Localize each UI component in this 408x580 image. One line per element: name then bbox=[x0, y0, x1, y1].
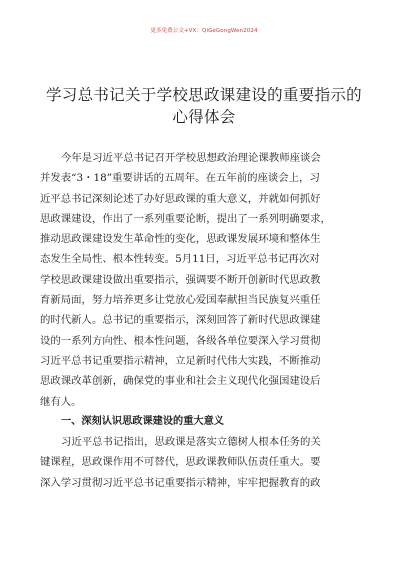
paragraph-line: 近平总书记深刻论述了办好思政课的重大意义，并就如何抓好 bbox=[40, 192, 321, 205]
paragraph-2 bbox=[40, 432, 374, 493]
title-line-1: 学习总书记关于学校思政课建设的重要指示的 bbox=[45, 86, 362, 104]
document-title bbox=[40, 84, 368, 128]
paragraph-line: 并发表“3・18”重要讲话的五周年。在五年前的座谈会上，习 bbox=[40, 172, 320, 185]
document-body bbox=[40, 148, 374, 493]
paragraph-line: 键课程，思政课作用不可替代，思政课教师队伍责任重大。要 bbox=[40, 456, 321, 469]
watermark-text: 更多免费公文+VX：QiGeGongWen2024 bbox=[150, 28, 258, 34]
paragraph-line: 学校思政课建设做出重要指示，强调要不断开创新时代思政教 bbox=[40, 273, 321, 286]
paragraph-line: 继有人。 bbox=[40, 395, 82, 408]
paragraph-line: 推动思政课建设发生革命性的变化，思政课发展环境和整体生 bbox=[40, 233, 321, 246]
paragraph-1 bbox=[40, 148, 374, 412]
paragraph-line: 的时代新人。总书记的重要指示，深刻回答了新时代思政课建 bbox=[40, 314, 321, 327]
paragraph-line: 深入学习贯彻习近平总书记重要指示精神，牢牢把握教育的政 bbox=[40, 476, 321, 489]
paragraph-line: 设的一系列方向性、根本性问题，各级各单位要深入学习贯彻 bbox=[40, 334, 321, 347]
section-heading: 一、深刻认识思政课建设的重大意义 bbox=[61, 415, 224, 427]
paragraph-line: 育新局面，努力培养更多让党放心爱国奉献担当民族复兴重任 bbox=[40, 294, 321, 307]
title-line-2: 心得体会 bbox=[172, 108, 236, 126]
paragraph-line: 思政课建设，作出了一系列重要论断，提出了一系列明确要求， bbox=[40, 212, 331, 225]
paragraph-line: 今年是习近平总书记召开学校思想政治理论课教师座谈会 bbox=[61, 152, 321, 164]
paragraph-line: 习近平总书记重要指示精神，立足新时代伟大实践，不断推动 bbox=[40, 354, 321, 367]
paragraph-line: 思政课改革创新，确保党的事业和社会主义现代化强国建设后 bbox=[40, 375, 321, 388]
paragraph-line: 态发生全局性、根本性转变。5月11日，习近平总书记再次对 bbox=[40, 253, 320, 266]
paragraph-line: 习近平总书记指出，思政课是落实立德树人根本任务的关 bbox=[61, 436, 321, 449]
